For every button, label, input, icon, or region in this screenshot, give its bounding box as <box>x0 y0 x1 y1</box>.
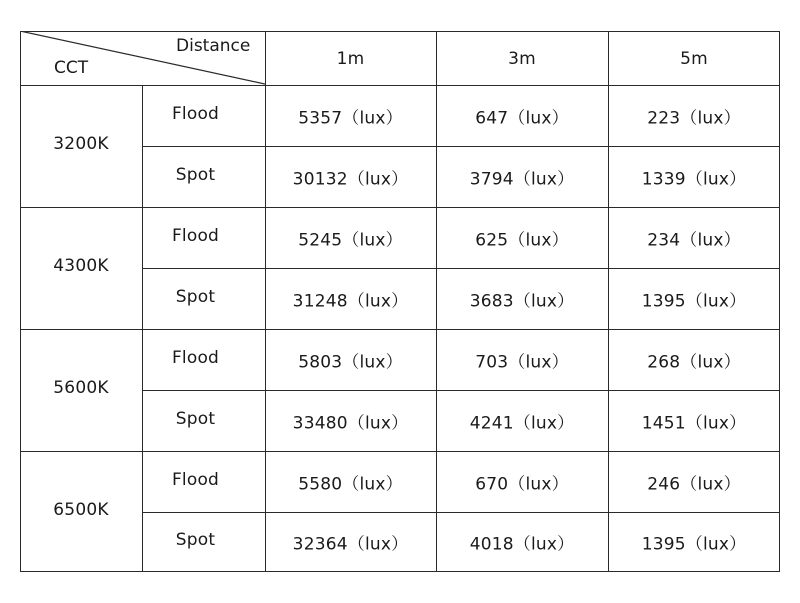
group-divider <box>20 329 780 330</box>
mode-label-flood: Flood <box>171 469 220 490</box>
row-divider <box>142 268 780 269</box>
group-divider <box>20 207 780 208</box>
distance-header-3m: 3m <box>508 49 536 69</box>
lux-value-cell: 4018（lux） <box>469 534 575 555</box>
corner-cct-label: CCT <box>54 58 89 78</box>
lux-value-cell: 268（lux） <box>647 352 741 372</box>
row-divider <box>142 146 780 147</box>
lux-value-cell: 703（lux） <box>475 352 569 372</box>
lux-value-cell: 30132（lux） <box>292 169 409 189</box>
distance-header-5m: 5m <box>680 49 708 69</box>
lux-value-cell: 32364（lux） <box>292 534 409 555</box>
lux-value-cell: 5357（lux） <box>298 108 403 128</box>
lux-value-cell: 5803（lux） <box>298 352 403 372</box>
row-divider <box>142 390 780 391</box>
column-divider <box>265 31 266 572</box>
lux-value-cell: 5245（lux） <box>298 230 403 250</box>
lux-value-cell: 670（lux） <box>475 474 569 494</box>
group-divider <box>20 451 780 452</box>
header-divider <box>20 85 780 86</box>
lux-value-cell: 1395（lux） <box>641 534 747 555</box>
column-divider <box>608 31 609 572</box>
illuminance-table <box>20 31 780 572</box>
table-border-bottom <box>20 571 780 572</box>
mode-label-spot: Spot <box>175 286 216 307</box>
lux-value-cell: 4241（lux） <box>469 413 575 433</box>
lux-value-cell: 5580（lux） <box>298 474 403 494</box>
table-border-right <box>779 31 780 572</box>
cct-label-6500K: 6500K <box>53 499 109 520</box>
lux-value-cell: 1451（lux） <box>641 413 747 433</box>
lux-value-cell: 625（lux） <box>475 230 569 250</box>
mode-label-spot: Spot <box>175 408 216 429</box>
corner-distance-label: Distance <box>176 36 251 56</box>
lux-value-cell: 223（lux） <box>647 108 741 128</box>
lux-value-cell: 3683（lux） <box>469 291 575 311</box>
cct-label-3200K: 3200K <box>53 134 109 154</box>
table-border-left <box>20 31 21 572</box>
lux-value-cell: 234（lux） <box>647 230 741 250</box>
mode-label-flood: Flood <box>171 347 220 368</box>
row-divider <box>142 512 780 513</box>
lux-value-cell: 647（lux） <box>475 108 569 128</box>
mode-label-flood: Flood <box>171 103 220 124</box>
lux-value-cell: 3794（lux） <box>469 169 575 189</box>
lux-value-cell: 1395（lux） <box>641 291 747 311</box>
lux-value-cell: 1339（lux） <box>641 169 747 189</box>
mode-label-spot: Spot <box>175 164 216 185</box>
lux-value-cell: 31248（lux） <box>292 291 409 311</box>
mode-label-flood: Flood <box>171 225 220 246</box>
lux-value-cell: 33480（lux） <box>292 413 409 433</box>
lux-value-cell: 246（lux） <box>647 474 741 494</box>
cct-label-4300K: 4300K <box>53 256 109 276</box>
mode-label-spot: Spot <box>175 530 216 550</box>
cct-label-5600K: 5600K <box>53 378 109 398</box>
table-border-top <box>20 31 780 32</box>
column-divider <box>436 31 437 572</box>
distance-header-1m: 1m <box>336 49 365 69</box>
